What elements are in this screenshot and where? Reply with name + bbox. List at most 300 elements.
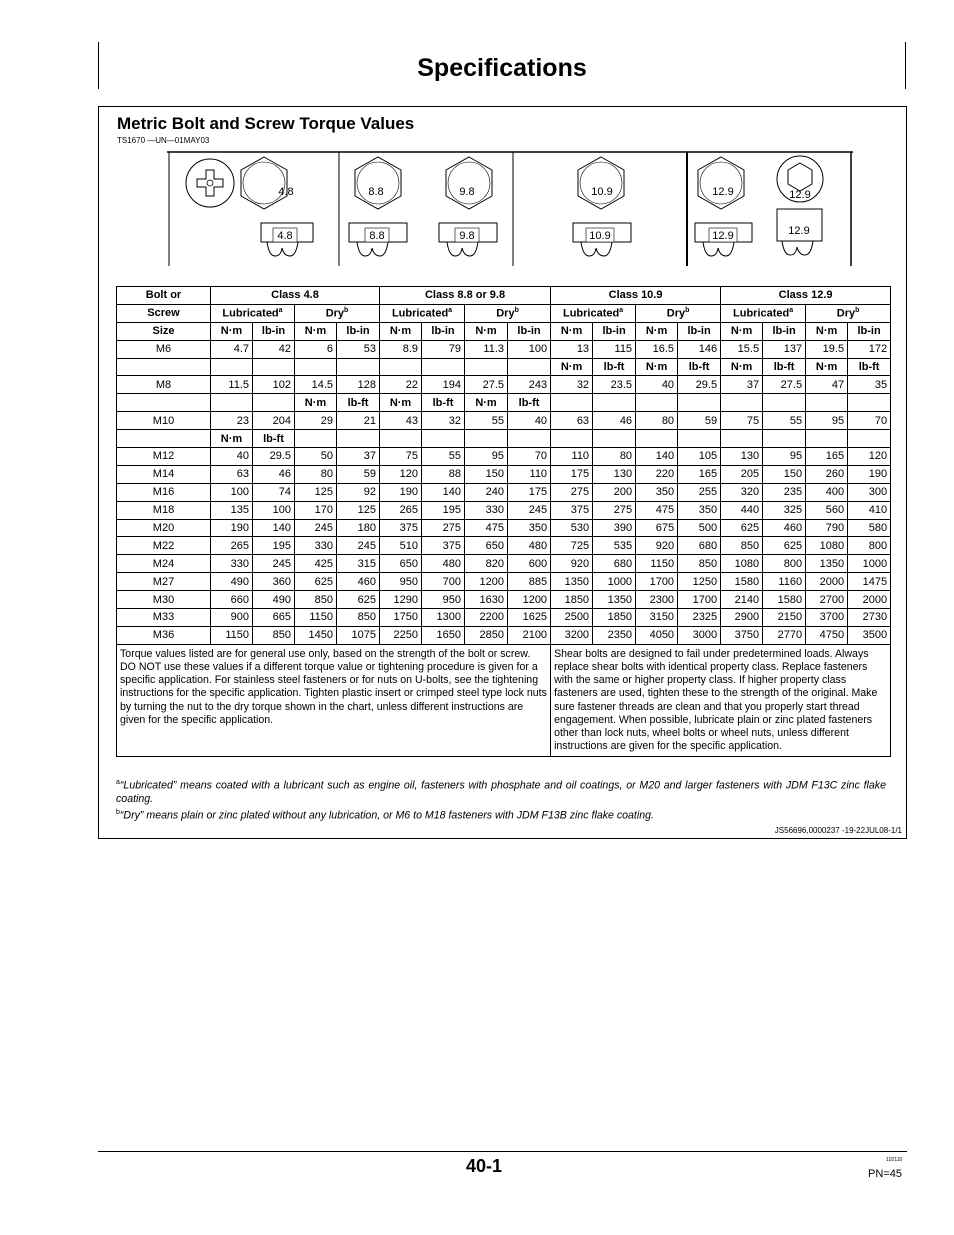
value-cell: 475: [636, 501, 678, 519]
value-cell: 275: [422, 519, 465, 537]
value-cell: 195: [253, 537, 295, 555]
value-cell: 120: [848, 448, 891, 466]
value-cell: 680: [593, 555, 636, 573]
bolt-heads-illustration: [167, 150, 853, 266]
side-label: 10.9: [589, 230, 611, 242]
value-cell: 2770: [763, 626, 806, 644]
value-cell: 460: [337, 573, 380, 591]
empty-cell: [848, 394, 891, 412]
value-cell: 37: [337, 448, 380, 466]
hex-head-icon: [241, 157, 287, 209]
value-cell: 950: [422, 591, 465, 609]
table-row: [117, 501, 891, 519]
value-cell: 135: [211, 501, 253, 519]
size-cell: M14: [117, 465, 211, 483]
size-cell: M30: [117, 591, 211, 609]
value-cell: 80: [636, 412, 678, 430]
unit-cell: N·m: [721, 358, 763, 376]
value-cell: 850: [721, 537, 763, 555]
value-cell: 535: [593, 537, 636, 555]
value-cell: 50: [295, 448, 337, 466]
value-cell: 55: [763, 412, 806, 430]
empty-cell: [211, 394, 253, 412]
footnote-a: $^a$“Lubricated” means coated with a lubricant such as engine oil, fasteners with phosphate and oil coatings, or M20 and larger fasteners with JDM F13C zinc flake coating.: [116, 779, 886, 805]
value-cell: 390: [593, 519, 636, 537]
value-cell: 88: [422, 465, 465, 483]
value-cell: 1290: [380, 591, 422, 609]
value-cell: 300: [848, 483, 891, 501]
value-cell: 100: [211, 483, 253, 501]
value-cell: 1000: [593, 573, 636, 591]
value-cell: 265: [211, 537, 253, 555]
value-cell: 410: [848, 501, 891, 519]
header-cell: Class 8.8 or 9.8: [380, 287, 551, 305]
condition-header: Lubricated$^a$: [721, 304, 806, 322]
unit-header: lb-in: [253, 322, 295, 340]
value-cell: 40: [636, 376, 678, 394]
value-cell: 2500: [551, 609, 593, 627]
value-cell: 16.5: [636, 340, 678, 358]
value-cell: 190: [380, 483, 422, 501]
unit-header: N·m: [721, 322, 763, 340]
value-cell: 3500: [848, 626, 891, 644]
empty-cell: [295, 358, 337, 376]
value-cell: 75: [721, 412, 763, 430]
value-cell: 95: [465, 448, 508, 466]
page-number: 40-1: [466, 1156, 503, 1176]
value-cell: 95: [763, 448, 806, 466]
unit-row: [117, 394, 891, 412]
value-cell: 1750: [380, 609, 422, 627]
empty-cell: [508, 358, 551, 376]
value-cell: 1250: [678, 573, 721, 591]
value-cell: 8.9: [380, 340, 422, 358]
unit-header: lb-in: [422, 322, 465, 340]
value-cell: 100: [508, 340, 551, 358]
value-cell: 137: [763, 340, 806, 358]
unit-header: lb-in: [763, 322, 806, 340]
empty-cell: [593, 394, 636, 412]
value-cell: 850: [295, 591, 337, 609]
value-cell: 500: [678, 519, 721, 537]
unit-cell: N·m: [465, 394, 508, 412]
value-cell: 102: [253, 376, 295, 394]
unit-header: N·m: [211, 322, 253, 340]
value-cell: 245: [253, 555, 295, 573]
value-cell: 115: [593, 340, 636, 358]
value-cell: 140: [422, 483, 465, 501]
unit-cell: N·m: [806, 358, 848, 376]
value-cell: 6: [295, 340, 337, 358]
value-cell: 32: [551, 376, 593, 394]
value-cell: 1300: [422, 609, 465, 627]
value-cell: 1200: [508, 591, 551, 609]
value-cell: 19.5: [806, 340, 848, 358]
value-cell: 850: [253, 626, 295, 644]
hex-head-icon: [698, 157, 744, 209]
value-cell: 790: [806, 519, 848, 537]
value-cell: 1350: [806, 555, 848, 573]
value-cell: 530: [551, 519, 593, 537]
unit-cell: N·m: [211, 430, 253, 448]
value-cell: 200: [593, 483, 636, 501]
table-row: [117, 591, 891, 609]
value-cell: 920: [551, 555, 593, 573]
unit-header: N·m: [465, 322, 508, 340]
value-cell: 625: [295, 573, 337, 591]
value-cell: 1200: [465, 573, 508, 591]
value-cell: 260: [806, 465, 848, 483]
value-cell: 130: [721, 448, 763, 466]
table-row: [117, 537, 891, 555]
unit-header: N·m: [295, 322, 337, 340]
value-cell: 190: [848, 465, 891, 483]
size-cell: M12: [117, 448, 211, 466]
value-cell: 2700: [806, 591, 848, 609]
value-cell: 190: [211, 519, 253, 537]
reference-code: JS56696,0000237 -19-22JUL08-1/1: [774, 826, 902, 835]
value-cell: 79: [422, 340, 465, 358]
value-cell: 490: [253, 591, 295, 609]
unit-cell: lb-ft: [848, 358, 891, 376]
value-cell: 1650: [422, 626, 465, 644]
unit-header: N·m: [636, 322, 678, 340]
head-label: 4.8: [278, 186, 294, 198]
empty-cell: [117, 394, 211, 412]
value-cell: 2250: [380, 626, 422, 644]
value-cell: 2325: [678, 609, 721, 627]
unit-cell: N·m: [636, 358, 678, 376]
bolt-class-figure: [167, 150, 853, 266]
value-cell: 245: [295, 519, 337, 537]
empty-cell: [253, 358, 295, 376]
value-cell: 650: [465, 537, 508, 555]
unit-cell: lb-ft: [422, 394, 465, 412]
value-cell: 360: [253, 573, 295, 591]
value-cell: 53: [337, 340, 380, 358]
value-cell: 46: [593, 412, 636, 430]
value-cell: 325: [763, 501, 806, 519]
value-cell: 23.5: [593, 376, 636, 394]
figure-code: TS1670 —UN—01MAY03: [117, 136, 210, 145]
value-cell: 74: [253, 483, 295, 501]
header-cell: Class 10.9: [551, 287, 721, 305]
value-cell: 21: [337, 412, 380, 430]
empty-cell: [848, 430, 891, 448]
value-cell: 110: [551, 448, 593, 466]
empty-cell: [721, 430, 763, 448]
empty-cell: [465, 430, 508, 448]
value-cell: 480: [508, 537, 551, 555]
value-cell: 27.5: [763, 376, 806, 394]
value-cell: 1080: [806, 537, 848, 555]
table-row: [117, 573, 891, 591]
condition-header: Dry$^b$: [295, 304, 380, 322]
side-label: 4.8: [277, 230, 293, 242]
value-cell: 13: [551, 340, 593, 358]
unit-row: [117, 430, 891, 448]
empty-cell: [380, 358, 422, 376]
table-row: [117, 609, 891, 627]
value-cell: 1475: [848, 573, 891, 591]
size-cell: M33: [117, 609, 211, 627]
value-cell: 1150: [636, 555, 678, 573]
value-cell: 95: [806, 412, 848, 430]
empty-cell: [806, 430, 848, 448]
value-cell: 46: [253, 465, 295, 483]
value-cell: 205: [721, 465, 763, 483]
value-cell: 75: [380, 448, 422, 466]
value-cell: 3200: [551, 626, 593, 644]
head-label: 8.8: [368, 186, 384, 198]
table-row: [117, 448, 891, 466]
size-cell: M27: [117, 573, 211, 591]
value-cell: 70: [508, 448, 551, 466]
empty-cell: [117, 430, 211, 448]
value-cell: 255: [678, 483, 721, 501]
header-row-class: [117, 287, 891, 305]
unit-header: lb-in: [337, 322, 380, 340]
condition-header: Dry$^b$: [636, 304, 721, 322]
value-cell: 475: [465, 519, 508, 537]
value-cell: 80: [295, 465, 337, 483]
table-row: [117, 376, 891, 394]
table-row: [117, 555, 891, 573]
condition-header: Dry$^b$: [806, 304, 891, 322]
value-cell: 275: [593, 501, 636, 519]
value-cell: 63: [211, 465, 253, 483]
page-title-box: [98, 42, 906, 89]
value-cell: 140: [636, 448, 678, 466]
head-label: 12.9: [789, 189, 811, 201]
empty-cell: [422, 430, 465, 448]
value-cell: 920: [636, 537, 678, 555]
value-cell: 146: [678, 340, 721, 358]
value-cell: 320: [721, 483, 763, 501]
value-cell: 460: [763, 519, 806, 537]
value-cell: 165: [806, 448, 848, 466]
value-cell: 165: [678, 465, 721, 483]
unit-cell: N·m: [295, 394, 337, 412]
section-box: [98, 106, 907, 839]
value-cell: 63: [551, 412, 593, 430]
value-cell: 220: [636, 465, 678, 483]
value-cell: 1000: [848, 555, 891, 573]
value-cell: 150: [763, 465, 806, 483]
value-cell: 27.5: [465, 376, 508, 394]
value-cell: 820: [465, 555, 508, 573]
value-cell: 425: [295, 555, 337, 573]
value-cell: 660: [211, 591, 253, 609]
value-cell: 195: [422, 501, 465, 519]
table-row: [117, 626, 891, 644]
value-cell: 440: [721, 501, 763, 519]
empty-cell: [593, 430, 636, 448]
header-cell: Screw: [117, 304, 211, 322]
value-cell: 3000: [678, 626, 721, 644]
value-cell: 47: [806, 376, 848, 394]
value-cell: 3700: [806, 609, 848, 627]
page-pn: PN=45: [868, 1168, 902, 1180]
value-cell: 1080: [721, 555, 763, 573]
notes-row: [117, 644, 891, 757]
empty-cell: [551, 430, 593, 448]
value-cell: 130: [593, 465, 636, 483]
unit-cell: N·m: [380, 394, 422, 412]
size-cell: M24: [117, 555, 211, 573]
value-cell: 510: [380, 537, 422, 555]
value-cell: 2850: [465, 626, 508, 644]
hex-head-icon: [355, 157, 401, 209]
unit-header: lb-in: [848, 322, 891, 340]
value-cell: 120: [380, 465, 422, 483]
value-cell: 35: [848, 376, 891, 394]
unit-row: [117, 358, 891, 376]
size-cell: M22: [117, 537, 211, 555]
footer-divider: [98, 1151, 907, 1152]
size-cell: M20: [117, 519, 211, 537]
unit-cell: N·m: [551, 358, 593, 376]
empty-cell: [806, 394, 848, 412]
unit-header: lb-in: [678, 322, 721, 340]
value-cell: 180: [337, 519, 380, 537]
value-cell: 32: [422, 412, 465, 430]
value-cell: 725: [551, 537, 593, 555]
empty-cell: [763, 394, 806, 412]
empty-cell: [721, 394, 763, 412]
empty-cell: [763, 430, 806, 448]
empty-cell: [253, 394, 295, 412]
value-cell: 240: [465, 483, 508, 501]
empty-cell: [465, 358, 508, 376]
note-right: Shear bolts are designed to fail under predetermined loads. Always replace shear bolts with identical property class. Replace fasteners with the same or higher property class. If higher property class fasteners are used, tighten these to the strength of the original. Make sure fastener threads are clean and that you properly start thread engagement. When possible, lubricate plain or zinc plated fasteners other than lock nuts, wheel bolts or wheel nuts, unless different instructions are given for the specific application.: [551, 644, 891, 757]
value-cell: 105: [678, 448, 721, 466]
size-cell: M16: [117, 483, 211, 501]
unit-cell: lb-ft: [763, 358, 806, 376]
value-cell: 580: [848, 519, 891, 537]
value-cell: 243: [508, 376, 551, 394]
empty-cell: [380, 430, 422, 448]
condition-header: Dry$^b$: [465, 304, 551, 322]
unit-header: N·m: [806, 322, 848, 340]
side-label: 12.9: [712, 230, 734, 242]
condition-header: Lubricated$^a$: [551, 304, 636, 322]
unit-header: N·m: [551, 322, 593, 340]
unit-cell: lb-ft: [253, 430, 295, 448]
value-cell: 350: [636, 483, 678, 501]
value-cell: 2140: [721, 591, 763, 609]
value-cell: 92: [337, 483, 380, 501]
value-cell: 350: [678, 501, 721, 519]
header-row-condition: [117, 304, 891, 322]
value-cell: 100: [253, 501, 295, 519]
empty-cell: [636, 430, 678, 448]
value-cell: 850: [337, 609, 380, 627]
table-row: [117, 519, 891, 537]
condition-header: Lubricated$^a$: [380, 304, 465, 322]
value-cell: 4.7: [211, 340, 253, 358]
size-cell: M8: [117, 376, 211, 394]
unit-header: N·m: [380, 322, 422, 340]
side-label: 9.8: [459, 230, 475, 242]
size-cell: M18: [117, 501, 211, 519]
value-cell: 29: [295, 412, 337, 430]
value-cell: 700: [422, 573, 465, 591]
value-cell: 172: [848, 340, 891, 358]
table-row: [117, 340, 891, 358]
value-cell: 675: [636, 519, 678, 537]
value-cell: 650: [380, 555, 422, 573]
unit-header: lb-in: [508, 322, 551, 340]
value-cell: 350: [508, 519, 551, 537]
value-cell: 70: [848, 412, 891, 430]
value-cell: 490: [211, 573, 253, 591]
value-cell: 1350: [551, 573, 593, 591]
value-cell: 1625: [508, 609, 551, 627]
unit-cell: lb-ft: [337, 394, 380, 412]
value-cell: 400: [806, 483, 848, 501]
value-cell: 43: [380, 412, 422, 430]
unit-header: lb-in: [593, 322, 636, 340]
value-cell: 235: [763, 483, 806, 501]
value-cell: 2000: [848, 591, 891, 609]
value-cell: 1700: [678, 591, 721, 609]
value-cell: 4750: [806, 626, 848, 644]
value-cell: 1580: [721, 573, 763, 591]
head-label: 12.9: [712, 186, 734, 198]
value-cell: 885: [508, 573, 551, 591]
value-cell: 480: [422, 555, 465, 573]
condition-header: Lubricated$^a$: [211, 304, 295, 322]
size-cell: M6: [117, 340, 211, 358]
value-cell: 1150: [295, 609, 337, 627]
header-cell: Class 12.9: [721, 287, 891, 305]
value-cell: 330: [465, 501, 508, 519]
value-cell: 265: [380, 501, 422, 519]
value-cell: 125: [337, 501, 380, 519]
value-cell: 55: [422, 448, 465, 466]
unit-cell: lb-ft: [678, 358, 721, 376]
value-cell: 2300: [636, 591, 678, 609]
value-cell: 950: [380, 573, 422, 591]
empty-cell: [508, 430, 551, 448]
footer-code: 102110: [886, 1157, 903, 1163]
head-label: 10.9: [591, 186, 613, 198]
page-title: Specifications: [417, 54, 587, 82]
head-label: 9.8: [459, 186, 475, 198]
header-cell: Size: [117, 322, 211, 340]
cross-recess-head-icon: [186, 159, 234, 207]
value-cell: 59: [337, 465, 380, 483]
empty-cell: [678, 394, 721, 412]
header-cell: Class 4.8: [211, 287, 380, 305]
value-cell: 37: [721, 376, 763, 394]
value-cell: 245: [508, 501, 551, 519]
value-cell: 2200: [465, 609, 508, 627]
value-cell: 2100: [508, 626, 551, 644]
value-cell: 110: [508, 465, 551, 483]
empty-cell: [422, 358, 465, 376]
value-cell: 140: [253, 519, 295, 537]
value-cell: 375: [422, 537, 465, 555]
value-cell: 80: [593, 448, 636, 466]
value-cell: 375: [551, 501, 593, 519]
value-cell: 625: [763, 537, 806, 555]
value-cell: 194: [422, 376, 465, 394]
torque-table: [116, 286, 891, 757]
value-cell: 625: [721, 519, 763, 537]
value-cell: 29.5: [253, 448, 295, 466]
